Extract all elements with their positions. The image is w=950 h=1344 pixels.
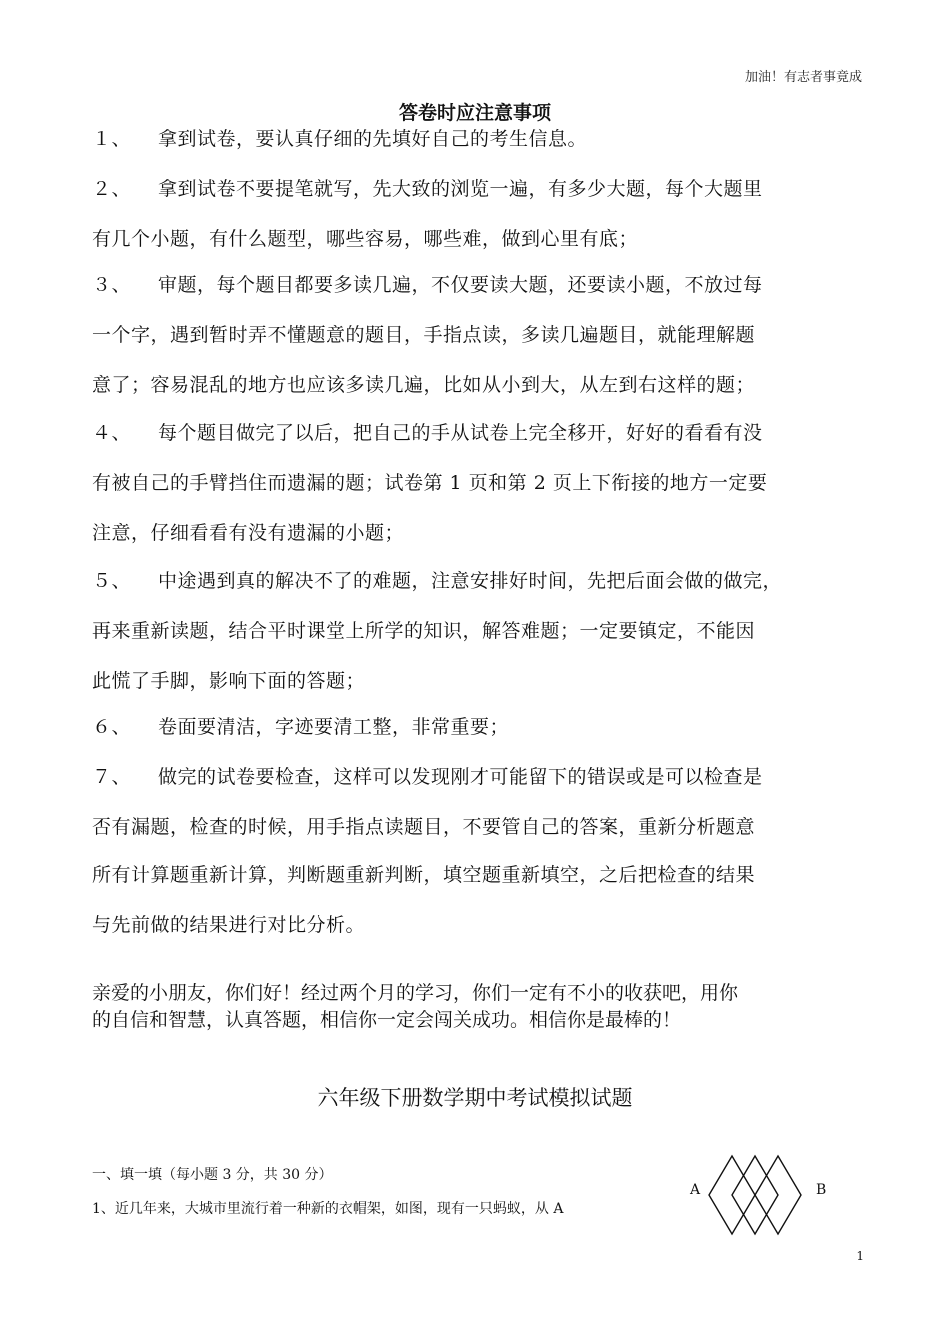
notice-item-text: 所有计算题重新计算，判断题重新判断，填空题重新填空，之后把检查的结果: [92, 864, 756, 886]
notice-item-text: 否有漏题，检查的时候，用手指点读题目，不要管自己的答案，重新分析题意: [92, 816, 756, 838]
notice-item-text: 此慌了手脚，影响下面的答题；: [92, 670, 366, 692]
notice-item-text: 中途遇到真的解决不了的难题，注意安排好时间，先把后面会做的做完，: [158, 570, 783, 592]
notice-item-continuation: [92, 468, 767, 495]
notice-item-text: 再来重新读题，结合平时课堂上所学的知识，解答难题；一定要镇定，不能因: [92, 620, 756, 642]
notice-item-number: １、: [92, 128, 132, 150]
notice-item-number: ５、: [92, 570, 132, 592]
coat-rack-figure: [708, 1154, 808, 1236]
notice-item-continuation: [92, 812, 755, 839]
notice-item-continuation: [92, 518, 404, 545]
greeting-line-2: 的自信和智慧，认真答题，相信你一定会闯关成功。相信你是最棒的！: [92, 1009, 682, 1031]
notice-item-text: 意了；容易混乱的地方也应该多读几遍，比如从小到大，从左到右这样的题；: [92, 374, 756, 396]
notice-item-text: 卷面要清洁，字迹要清工整，非常重要；: [158, 716, 510, 738]
figure-label-b: B: [816, 1182, 827, 1198]
notice-item-text: 拿到试卷不要提笔就写，先大致的浏览一遍，有多少大题，每个大题里: [158, 178, 763, 200]
notice-item: [92, 712, 509, 739]
notice-item-text: 有被自己的手臂挡住而遗漏的题；试卷第 1 页和第 2 页上下衔接的地方一定要: [92, 472, 768, 494]
header-motto: 加油！有志者事竟成: [744, 70, 862, 85]
section-heading: 一、填一填（每小题 3 分，共 30 分）: [92, 1167, 333, 1183]
notice-item-continuation: [92, 860, 755, 887]
notice-item-text: 与先前做的结果进行对比分析。: [92, 914, 366, 936]
notice-title: 答卷时应注意事项: [398, 102, 551, 124]
notice-item-number: ４、: [92, 422, 132, 444]
notice-item-continuation: [92, 320, 755, 347]
figure-label-a: A: [690, 1182, 701, 1198]
notice-item-text: 一个字，遇到暂时弄不懂题意的题目，手指点读，多读几遍题目，就能理解题: [92, 324, 756, 346]
notice-item-text: 每个题目做完了以后，把自己的手从试卷上完全移开，好好的看看有没: [158, 422, 763, 444]
notice-item-number: ７、: [92, 766, 132, 788]
notice-item-continuation: [92, 666, 365, 693]
page-number: 1: [856, 1249, 864, 1263]
notice-item-continuation: [92, 370, 755, 397]
notice-item-text: 有几个小题，有什么题型，哪些容易，哪些难，做到心里有底；: [92, 228, 639, 250]
notice-item-text: 拿到试卷，要认真仔细的先填好自己的考生信息。: [158, 128, 588, 150]
notice-item: [92, 124, 587, 151]
exam-title: 六年级下册数学期中考试模拟试题: [317, 1086, 633, 1110]
notice-item-text: 注意，仔细看看有没有遗漏的小题；: [92, 522, 405, 544]
notice-item-continuation: [92, 616, 755, 643]
notice-item: [92, 762, 763, 789]
notice-item: [92, 566, 782, 593]
notice-item: [92, 418, 763, 445]
notice-item: [92, 270, 763, 297]
notice-item-text: 做完的试卷要检查，这样可以发现刚才可能留下的错误或是可以检查是: [158, 766, 763, 788]
notice-item-number: ２、: [92, 178, 132, 200]
notice-item-text: 审题，每个题目都要多读几遍，不仅要读大题，还要读小题，不放过每: [158, 274, 763, 296]
notice-item-number: ３、: [92, 274, 132, 296]
notice-item-number: ６、: [92, 716, 132, 738]
question-1: 1、近几年来，大城市里流行着一种新的衣帽架，如图，现有一只蚂蚁，从 A: [92, 1201, 564, 1217]
notice-item: [92, 174, 763, 201]
notice-item-continuation: [92, 910, 365, 937]
notice-item-continuation: [92, 224, 638, 251]
greeting-line-1: 亲爱的小朋友，你们好！经过两个月的学习，你们一定有不小的收获吧，用你: [92, 982, 739, 1004]
